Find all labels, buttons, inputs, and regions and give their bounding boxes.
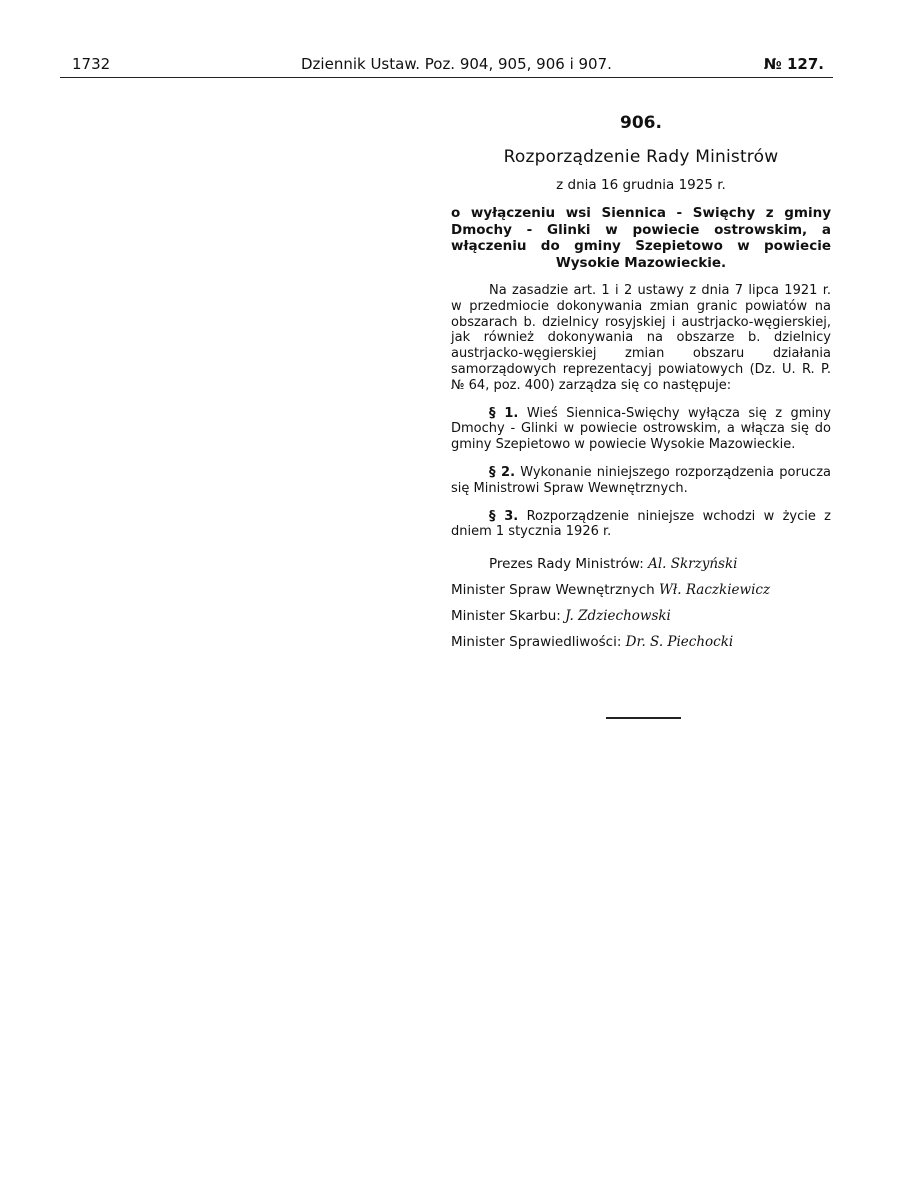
signatory-role: Minister Sprawiedliwości: bbox=[451, 634, 622, 651]
signatory-name: Dr. S. Piechocki bbox=[625, 634, 734, 651]
signatory-name: J. Zdziechowski bbox=[565, 608, 671, 625]
end-rule bbox=[606, 717, 681, 719]
signature-line bbox=[451, 556, 831, 573]
section-3 bbox=[451, 509, 831, 541]
page-header bbox=[60, 55, 830, 77]
signatory-role: Prezes Rady Ministrów: bbox=[489, 556, 644, 573]
header-rule bbox=[60, 77, 833, 78]
issue-number: № 127. bbox=[763, 55, 824, 73]
signature-line bbox=[451, 608, 831, 625]
section-label: § 2. bbox=[489, 464, 516, 480]
regulation-date: z dnia 16 grudnia 1925 r. bbox=[556, 177, 726, 193]
position-number: 906. bbox=[620, 113, 662, 133]
signature-line bbox=[451, 634, 831, 651]
signatory-role: Minister Skarbu: bbox=[451, 608, 561, 625]
section-text: Wykonanie niniejszego rozporządzenia porucza się Ministrowi Spraw Wewnętrznych. bbox=[451, 464, 831, 496]
signatory-role: Minister Spraw Wewnętrznych bbox=[451, 582, 655, 599]
section-label: § 3. bbox=[489, 508, 519, 524]
signatory-name: Al. Skrzyński bbox=[648, 556, 738, 573]
section-2 bbox=[451, 465, 831, 497]
signatory-name: Wł. Raczkiewicz bbox=[659, 582, 771, 599]
regulation-title: Rozporządzenie Rady Ministrów bbox=[503, 147, 779, 167]
section-1 bbox=[451, 406, 831, 453]
page-number: 1732 bbox=[72, 55, 111, 73]
signature-line bbox=[451, 582, 831, 599]
section-text: Wieś Siennica-Swięchy wyłącza się z gminy Dmochy - Glinki w powiecie ostrowskim, a włącza się do gminy Szepietowo w powiecie Wysokie Mazowieckie. bbox=[451, 405, 831, 453]
section-label: § 1. bbox=[489, 405, 519, 421]
regulation-column bbox=[451, 110, 831, 651]
regulation-subject: o wyłączeniu wsi Siennica - Swięchy z gminy Dmochy - Glinki w powiecie ostrowskim, a włączeniu do gminy Szepietowo w powiecie Wysokie Mazowieckie. bbox=[451, 205, 831, 271]
preamble-paragraph: Na zasadzie art. 1 i 2 ustawy z dnia 7 lipca 1921 r. w przedmiocie dokonywania zmian granic powiatów na obszarach b. dzielnicy rosyjskiej i austrjacko-węgierskiej, jak również dokonywania na obszarze b. dzielnicy austrjacko-węgierskiej zmian obszaru działania samorządowych reprezentacyj powiatowych (Dz. U. R. P. № 64, poz. 400) zarządza się co następuje: bbox=[451, 283, 831, 393]
journal-title: Dziennik Ustaw. Poz. 904, 905, 906 i 907. bbox=[301, 55, 612, 73]
section-text: Rozporządzenie niniejsze wchodzi w życie z dniem 1 stycznia 1926 r. bbox=[451, 508, 832, 540]
